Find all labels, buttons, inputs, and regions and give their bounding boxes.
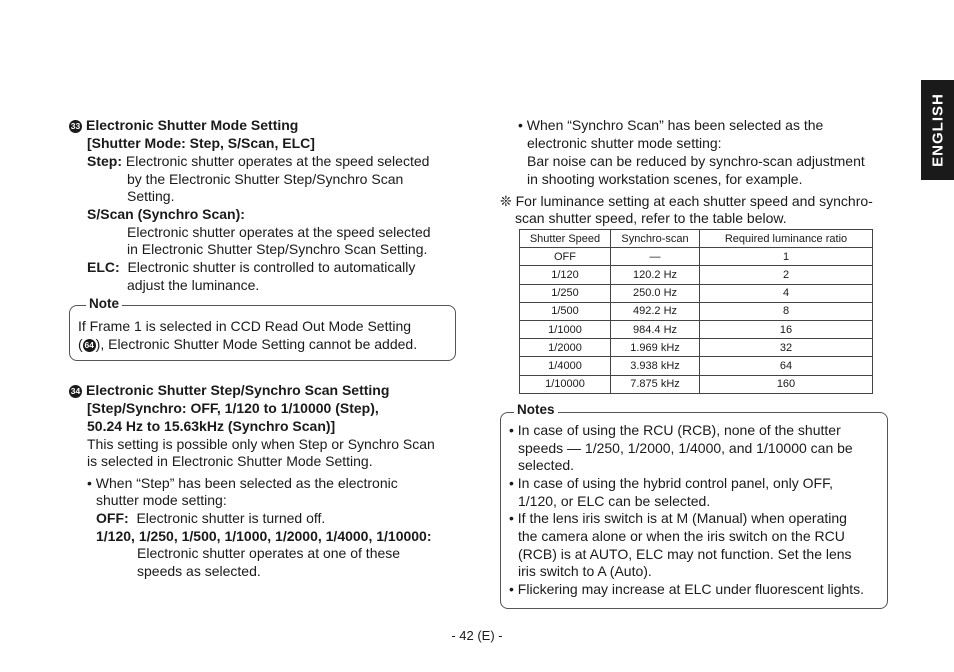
synchro-bullet-line3: Bar noise can be reduced by synchro-scan adjustment: [527, 153, 865, 169]
table-row: [520, 320, 873, 338]
table-cell: 1/500: [520, 302, 611, 320]
notes-line: iris switch to A (Auto).: [518, 563, 652, 579]
speeds-description-line2: speeds as selected.: [137, 563, 261, 579]
table-cell: 1/1000: [520, 320, 611, 338]
table-cell: 7.875 kHz: [611, 375, 700, 393]
side-tab-label: ENGLISH: [929, 93, 946, 167]
table-cell: 492.2 Hz: [611, 302, 700, 320]
notes-label: Notes: [514, 402, 558, 417]
note-text-line2: ( 64 ), Electronic Shutter Mode Setting cannot be added.: [78, 336, 418, 352]
elc-description: ELC: Electronic shutter is controlled to automatically: [87, 259, 416, 275]
step-bullet-line2: shutter mode setting:: [96, 492, 227, 508]
table-cell: —: [611, 248, 700, 266]
table-cell: 2: [700, 266, 873, 284]
table-cell: 16: [700, 320, 873, 338]
notes-line: (RCB) is at AUTO, ELC may not function. Set the lens: [518, 546, 852, 562]
elc-description-line2: adjust the luminance.: [127, 277, 260, 293]
section-33-title: 33 Electronic Shutter Mode Setting: [70, 117, 299, 133]
notes-line: selected.: [518, 457, 575, 473]
note-text: If Frame 1 is selected in CCD Read Out Mode Setting: [78, 318, 412, 334]
table-row: [520, 357, 873, 375]
section-34-paragraph: This setting is possible only when Step or Synchro Scan: [87, 436, 435, 452]
table-cell: 1/120: [520, 266, 611, 284]
sscan-label: S/Scan (Synchro Scan):: [87, 206, 245, 222]
table-cell: 1: [700, 248, 873, 266]
luminance-table: [519, 229, 873, 394]
table-row: [520, 284, 873, 302]
sscan-description-line2: in Electronic Shutter Step/Synchro Scan Setting.: [127, 241, 428, 257]
table-cell: 4: [700, 284, 873, 302]
synchro-bullet: • When “Synchro Scan” has been selected as the: [518, 117, 824, 133]
section-34-subtitle: [Step/Synchro: OFF, 1/120 to 1/10000 (Step),: [87, 400, 379, 416]
synchro-bullet-line2: electronic shutter mode setting:: [527, 135, 722, 151]
speeds-description: Electronic shutter operates at one of these: [137, 545, 401, 561]
table-header-row: [520, 230, 873, 248]
step-description-line2: by the Electronic Shutter Step/Synchro Scan: [127, 171, 404, 187]
table-cell: 8: [700, 302, 873, 320]
notes-line: speeds — 1/250, 1/2000, 1/4000, and 1/10000 can be: [518, 440, 853, 456]
notes-line: • In case of using the RCU (RCB), none of the shutter: [509, 422, 841, 438]
table-cell: 1/4000: [520, 357, 611, 375]
table-row: [520, 302, 873, 320]
table-row: [520, 248, 873, 266]
circled-number-34: 34: [70, 386, 81, 396]
notes-line: 1/120, or ELC can be selected.: [518, 493, 711, 509]
section-34-subtitle-line2: 50.24 Hz to 15.63kHz (Synchro Scan)]: [87, 418, 336, 434]
table-cell: 3.938 kHz: [611, 357, 700, 375]
note-label: Note: [86, 296, 122, 311]
table-header: Shutter Speed: [520, 230, 611, 248]
table-header: Synchro-scan: [611, 230, 700, 248]
off-description: OFF: Electronic shutter is turned off.: [96, 510, 326, 526]
notes-line: • If the lens iris switch is at M (Manual) when operating: [509, 510, 847, 526]
table-cell: 1/10000: [520, 375, 611, 393]
section-33-subtitle: [Shutter Mode: Step, S/Scan, ELC]: [87, 135, 315, 151]
table-row: [520, 339, 873, 357]
table-cell: 250.0 Hz: [611, 284, 700, 302]
table-cell: 32: [700, 339, 873, 357]
section-34-paragraph-line2: is selected in Electronic Shutter Mode Setting.: [87, 453, 373, 469]
luminance-note-line2: scan shutter speed, refer to the table below.: [515, 210, 787, 226]
step-description-line3: Setting.: [127, 188, 175, 204]
table-row: [520, 375, 873, 393]
notes-line: • In case of using the hybrid control panel, only OFF,: [509, 475, 833, 491]
table-cell: 120.2 Hz: [611, 266, 700, 284]
table-row: [520, 266, 873, 284]
table-cell: 984.4 Hz: [611, 320, 700, 338]
notes-line: the camera alone or when the iris switch on the RCU: [518, 528, 845, 544]
circled-number-33: 33: [70, 121, 81, 131]
table-cell: 1/250: [520, 284, 611, 302]
circled-number-64: 64: [84, 340, 94, 350]
table-cell: 160: [700, 375, 873, 393]
speeds-label: 1/120, 1/250, 1/500, 1/1000, 1/2000, 1/4000, 1/10000:: [96, 528, 432, 544]
sscan-description: Electronic shutter operates at the speed selected: [127, 224, 431, 240]
luminance-note: ❊ For luminance setting at each shutter speed and synchro-: [500, 193, 873, 209]
table-header: Required luminance ratio: [700, 230, 873, 248]
table-cell: 1.969 kHz: [611, 339, 700, 357]
synchro-bullet-line4: in shooting workstation scenes, for example.: [527, 171, 803, 187]
page-number: - 42 (E) -: [451, 628, 503, 643]
table-cell: 1/2000: [520, 339, 611, 357]
english-side-tab: [921, 80, 954, 180]
table-cell: OFF: [520, 248, 611, 266]
section-34-title: 34 Electronic Shutter Step/Synchro Scan Setting: [70, 382, 390, 398]
step-bullet: • When “Step” has been selected as the electronic: [87, 475, 398, 491]
table-cell: 64: [700, 357, 873, 375]
step-description: Step: Electronic shutter operates at the speed selected: [87, 153, 430, 169]
notes-line: • Flickering may increase at ELC under fluorescent lights.: [509, 581, 865, 597]
